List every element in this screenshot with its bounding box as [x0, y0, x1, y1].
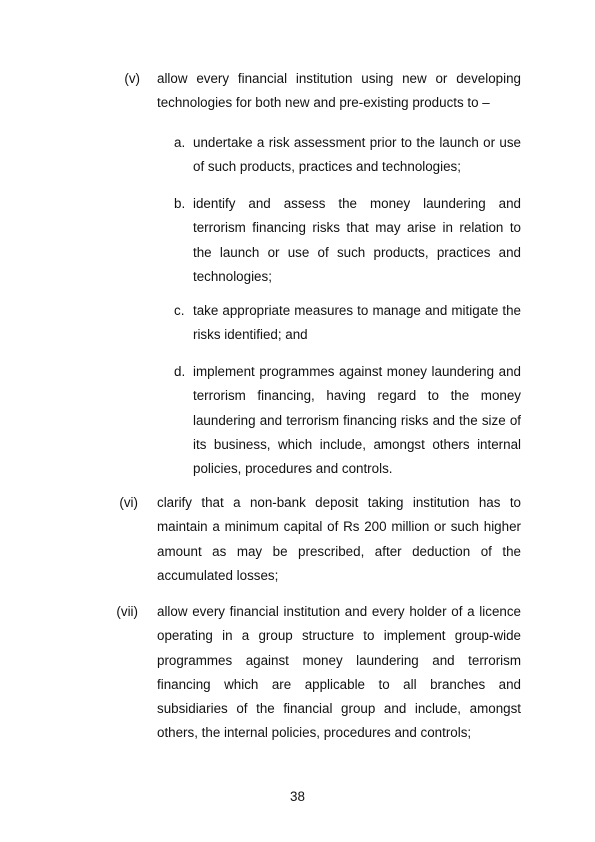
subclause-text: take appropriate measures to manage and mitigate the risks identified; and	[193, 303, 521, 343]
subclause-letter: b.	[174, 196, 186, 211]
subclause-letter: c.	[174, 303, 185, 318]
clause-text: clarify that a non-bank deposit taking institution has to maintain a minimum capital of Rs 200 million or such higher amount as may be prescribed, after deduction of the accumulated losses;	[157, 495, 521, 583]
clause-number: (v)	[124, 71, 140, 86]
clause-number: (vi)	[119, 495, 138, 510]
subclause-letter: d.	[174, 364, 186, 379]
clause-number: (vii)	[116, 604, 138, 619]
clause-text: allow every financial institution and every holder of a licence operating in a group structure to implement group-wide programmes against money laundering and terrorism financing which are applicable to all branches and subsidiaries of the financial group and include, amongst others, the internal policies, procedures and controls;	[157, 604, 521, 741]
clause-text: allow every financial institution using new or developing technologies for both new and pre-existing products to –	[157, 71, 521, 111]
subclause-text: implement programmes against money laundering and terrorism financing, having regard to the money laundering and terrorism financing risks and the size of its business, which include, amongst others internal policies, procedures and controls.	[193, 364, 521, 477]
subclause-text: undertake a risk assessment prior to the launch or use of such products, practices and technologies;	[193, 135, 521, 175]
page-number: 38	[290, 789, 305, 804]
subclause-text: identify and assess the money laundering and terrorism financing risks that may arise in relation to the launch or use of such products, practices and technologies;	[193, 196, 521, 284]
subclause-letter: a.	[174, 135, 186, 150]
